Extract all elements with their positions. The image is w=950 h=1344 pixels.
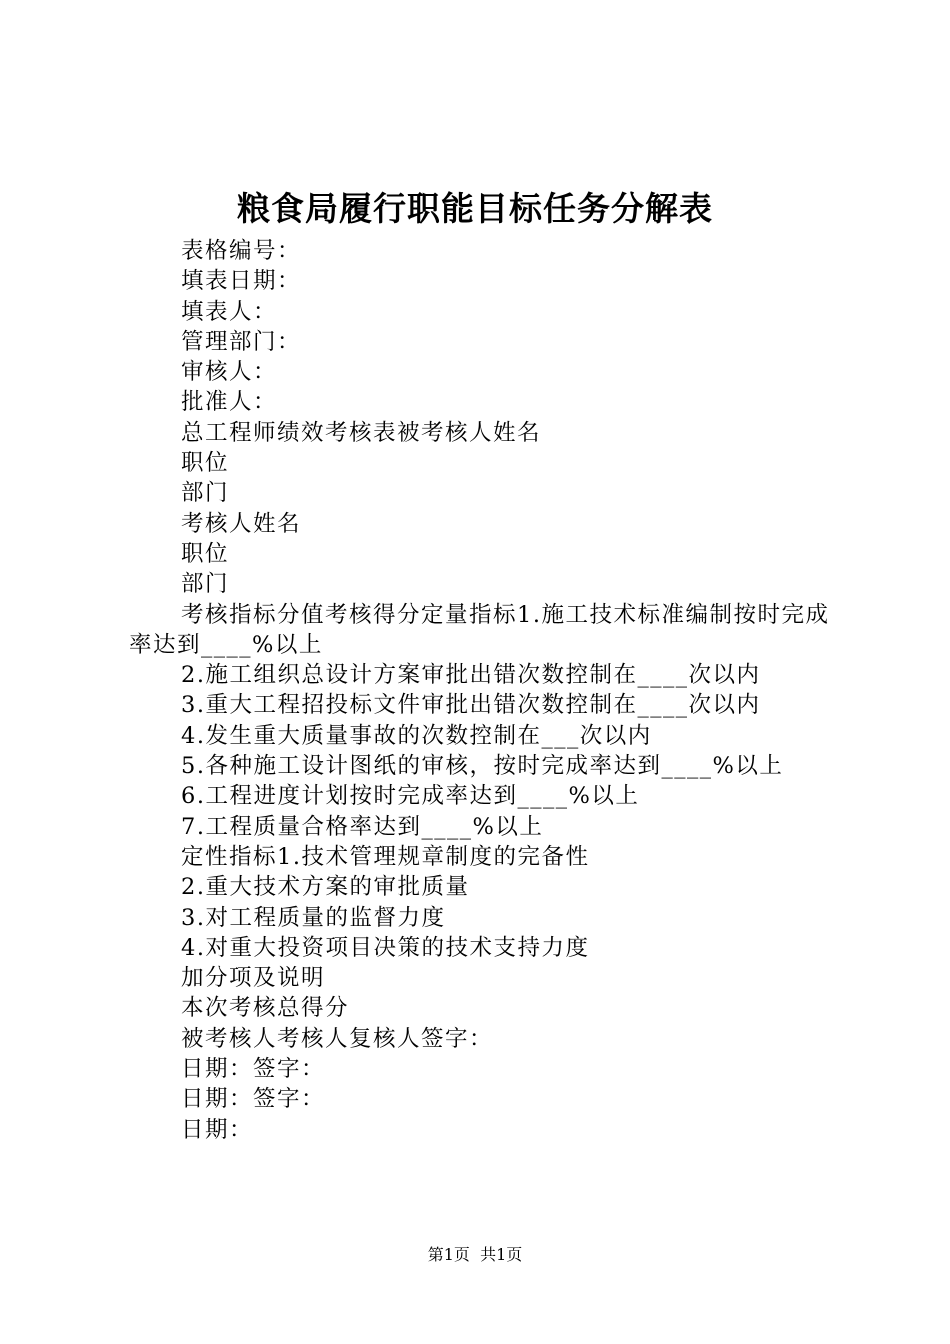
date-signature-2: 日期：签字： [181,1086,326,1113]
qualitative-indicator-2: 2.重大技术方案的审批质量 [181,874,470,901]
page-footer [0,1243,950,1267]
page-number: 第1页 共1页 [427,1245,523,1264]
quantitative-indicator-4: 4.发生重大质量事故的次数控制在___次以内 [181,722,652,749]
field-approver: 批准人： [181,389,278,416]
total-score: 本次考核总得分 [181,995,350,1022]
document-body [129,236,839,1145]
bonus-items: 加分项及说明 [181,965,326,992]
field-form-number: 表格编号： [181,238,302,264]
field-assessor-name: 考核人姓名 [181,510,302,537]
date-signature-1: 日期：签字： [181,1056,326,1083]
field-fill-date: 填表日期： [181,268,302,295]
field-assessee-name: 总工程师绩效考核表被考核人姓名 [181,419,542,446]
quantitative-indicator-7: 7.工程质量合格率达到____%以上 [181,813,544,840]
field-assessee-position: 职位 [181,450,230,477]
date-final: 日期： [181,1116,254,1143]
field-reviewer: 审核人： [181,359,278,386]
field-assessee-dept: 部门 [181,480,230,507]
field-management-dept: 管理部门： [181,328,302,355]
field-assessor-dept: 部门 [181,571,230,598]
quantitative-indicator-5: 5.各种施工设计图纸的审核，按时完成率达到____%以上 [181,753,784,780]
qualitative-indicator-4: 4.对重大投资项目决策的技术支持力度 [181,934,590,961]
signatures-header: 被考核人考核人复核人签字： [181,1025,494,1052]
qualitative-indicator-3: 3.对工程质量的监督力度 [181,904,446,931]
field-filler: 填表人： [181,298,278,325]
quantitative-indicator-3: 3.重大工程招投标文件审批出错次数控制在____次以内 [181,692,761,719]
quantitative-indicator-1: 考核指标分值考核得分定量指标1.施工技术标准编制按时完成率达到____%以上 [129,601,830,658]
quantitative-indicator-6: 6.工程进度计划按时完成率达到____%以上 [181,783,640,810]
quantitative-indicator-2: 2.施工组织总设计方案审批出错次数控制在____次以内 [181,662,761,689]
qualitative-indicator-1: 定性指标1.技术管理规章制度的完备性 [181,843,590,870]
document-title: 粮食局履行职能目标任务分解表 [237,189,713,228]
field-assessor-position: 职位 [181,540,230,567]
